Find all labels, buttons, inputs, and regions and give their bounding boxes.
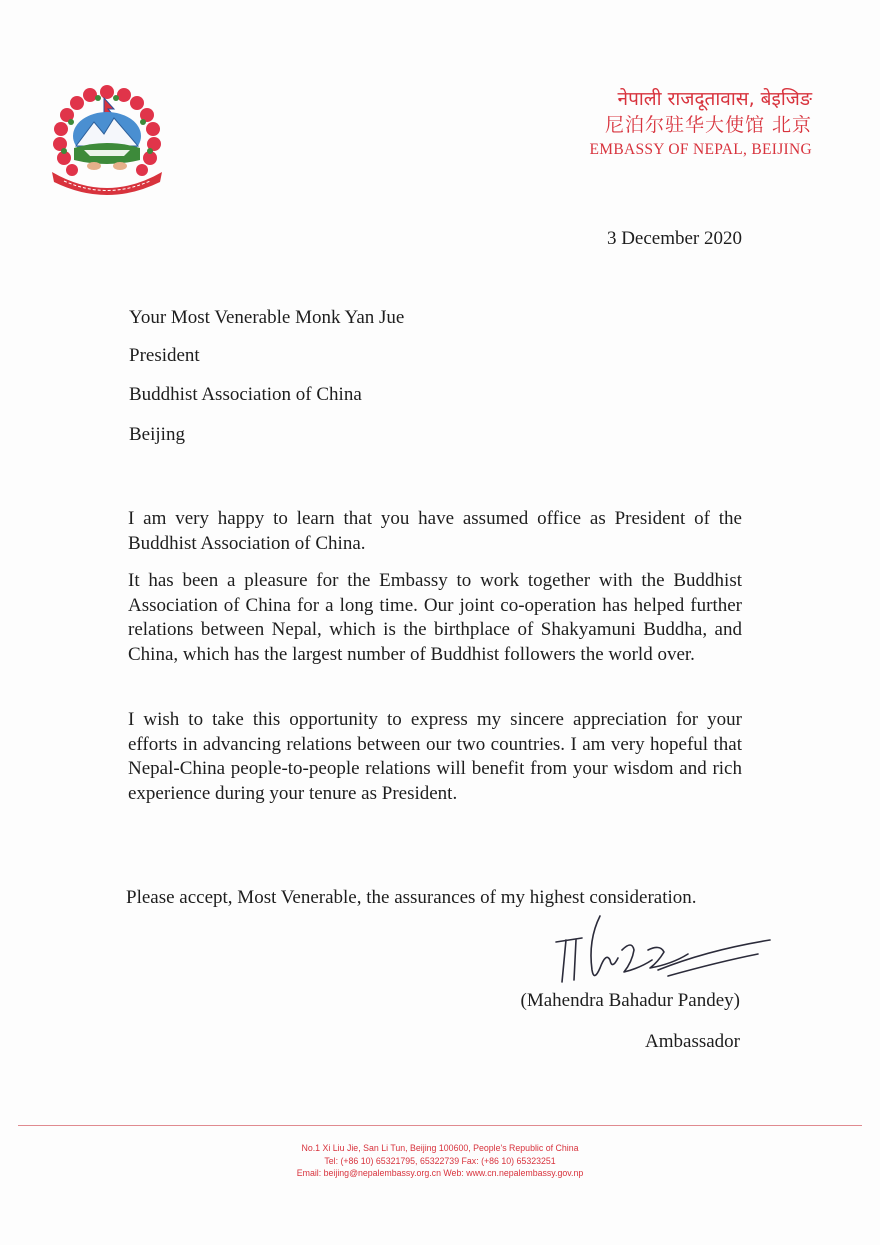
signature-icon [548,910,778,990]
body-paragraph: I am very happy to learn that you have assumed office as President of the Buddhist Association of China. [128,508,742,554]
closing-line: Please accept, Most Venerable, the assurances of my highest consideration. [126,887,697,908]
nepal-emblem-icon [44,82,170,200]
letterhead-chinese: 尼泊尔驻华大使馆 北京 [604,114,812,136]
letterhead [589,86,812,161]
letterhead-english: EMBASSY OF NEPAL, BEIJING [589,141,812,158]
signatory-name: (Mahendra Bahadur Pandey) [520,990,740,1011]
footer-divider [18,1125,862,1126]
footer-address: No.1 Xi Liu Jie, San Li Tun, Beijing 100600, People's Republic of China [301,1143,579,1153]
letterhead-nepali: नेपाली राजदूतावास, बेइजिङ [617,88,812,110]
signatory-title: Ambassador [645,1031,740,1052]
footer [0,1142,880,1180]
recipient-position: President [129,345,200,366]
recipient-city: Beijing [129,424,185,445]
body-paragraph: It has been a pleasure for the Embassy to work together with the Buddhist Association of China for a long time. Our joint co-operation has helped further relations between Nepal, which is the birthplace of Shakyamuni Buddha, and China, which has the largest number of Buddhist followers the world over. [128,570,742,665]
letter-date: 3 December 2020 [606,228,742,249]
footer-phone: Tel: (+86 10) 65321795, 65322739 Fax: (+86 10) 65323251 [324,1155,556,1166]
recipient-organization: Buddhist Association of China [129,384,362,405]
recipient-name: Your Most Venerable Monk Yan Jue [129,307,405,328]
footer-contact: Email: beijing@nepalembassy.org.cn Web: www.cn.nepalembassy.gov.np [296,1168,584,1178]
body-paragraph: I wish to take this opportunity to express my sincere appreciation for your efforts in advancing relations between our two countries. I am very hopeful that Nepal-China people-to-people relations will benefit from your wisdom and rich experience during your tenure as President. [128,709,742,804]
